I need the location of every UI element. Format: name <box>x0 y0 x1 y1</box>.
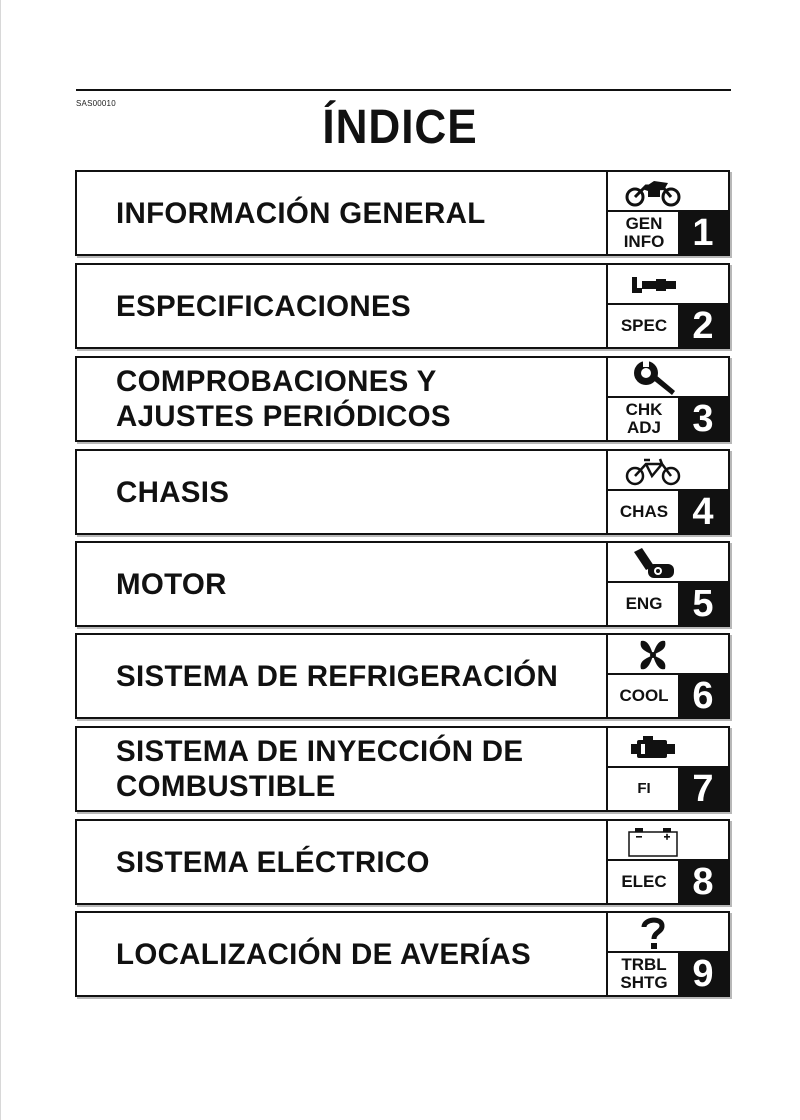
section-number: 6 <box>678 675 728 717</box>
header-rule <box>76 89 731 91</box>
page-title: ÍNDICE <box>322 101 478 154</box>
section-motor[interactable] <box>75 541 730 627</box>
engine-cylinder-icon <box>608 543 698 583</box>
section-number: 1 <box>678 212 728 254</box>
section-title: SISTEMA DE REFRIGERACIÓN <box>116 659 559 693</box>
section-number: 7 <box>678 768 728 810</box>
section-tab[interactable] <box>606 172 728 254</box>
section-number: 2 <box>678 305 728 347</box>
section-tab[interactable] <box>606 358 728 440</box>
section-title: ESPECIFICACIONES <box>116 289 411 323</box>
fuel-injection-icon <box>608 728 698 768</box>
section-localizacion-averias[interactable] <box>75 911 730 997</box>
section-number: 4 <box>678 491 728 533</box>
section-abbreviation: TRBL SHTG <box>620 955 668 992</box>
question-icon <box>608 913 698 953</box>
section-sistema-inyeccion[interactable] <box>75 726 730 812</box>
page-edge <box>0 0 1 1120</box>
section-sistema-electrico[interactable] <box>75 819 730 905</box>
motorcycle-icon <box>608 172 698 212</box>
section-sistema-refrigeracion[interactable] <box>75 633 730 719</box>
section-tab[interactable] <box>606 451 728 533</box>
bicycle-frame-icon <box>608 451 698 491</box>
section-number: 9 <box>678 953 728 995</box>
section-chasis[interactable] <box>75 449 730 535</box>
battery-icon <box>608 821 698 861</box>
section-number: 3 <box>678 398 728 440</box>
section-number: 5 <box>678 583 728 625</box>
section-abbreviation: CHAS <box>619 502 669 521</box>
section-title: SISTEMA DE INYECCIÓN DE COMBUSTIBLE <box>116 735 524 803</box>
wrench-icon <box>608 358 698 398</box>
section-tab[interactable] <box>606 265 728 347</box>
section-informacion-general[interactable] <box>75 170 730 256</box>
document-code: SAS00010 <box>76 99 116 108</box>
section-title: LOCALIZACIÓN DE AVERÍAS <box>116 937 531 971</box>
section-especificaciones[interactable] <box>75 263 730 349</box>
section-tab[interactable] <box>606 821 728 903</box>
section-abbreviation: GEN INFO <box>623 214 665 251</box>
section-abbreviation: FI <box>637 780 651 797</box>
section-abbreviation: CHK ADJ <box>625 400 663 437</box>
section-tab[interactable] <box>606 635 728 717</box>
fan-icon <box>608 635 698 675</box>
section-title: MOTOR <box>116 567 227 601</box>
section-number: 8 <box>678 861 728 903</box>
section-comprobaciones-ajustes[interactable] <box>75 356 730 442</box>
section-tab[interactable] <box>606 728 728 810</box>
section-tab[interactable] <box>606 543 728 625</box>
section-title: CHASIS <box>116 475 230 509</box>
section-title: COMPROBACIONES Y AJUSTES PERIÓDICOS <box>116 365 451 433</box>
section-title: SISTEMA ELÉCTRICO <box>116 845 430 879</box>
section-abbreviation: COOL <box>619 686 669 705</box>
section-abbreviation: SPEC <box>620 316 668 335</box>
micrometer-icon <box>608 265 698 305</box>
section-abbreviation: ENG <box>625 594 663 613</box>
section-title: INFORMACIÓN GENERAL <box>116 196 486 230</box>
section-abbreviation: ELEC <box>621 872 667 891</box>
section-tab[interactable] <box>606 913 728 995</box>
